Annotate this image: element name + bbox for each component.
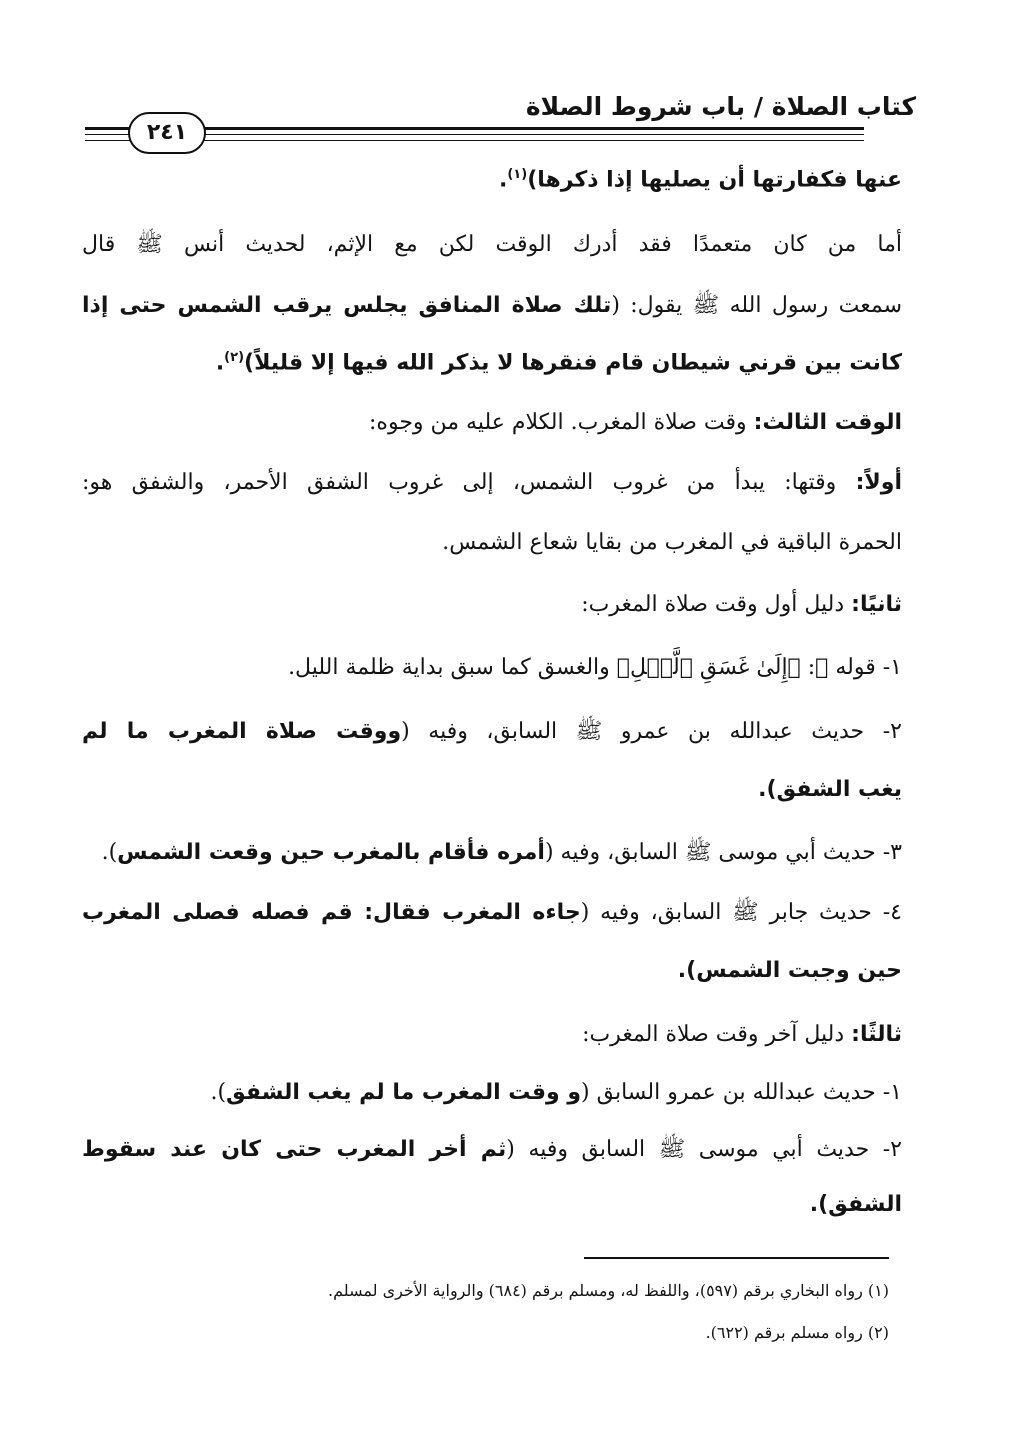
page-number-badge: ٢٤١ <box>128 112 206 154</box>
body-line: سمعت رسول الله ﷺ يقول: (تلك صلاة المنافق يجلس يرقب الشمس حتى إذا <box>82 293 903 318</box>
list-item: ٣- حديث أبي موسى ﷺ السابق، وفيه (أمره فأقام بالمغرب حين وقعت الشمس). <box>101 840 902 865</box>
section-heading: ثالثًا: دليل آخر وقت صلاة المغرب: <box>582 1022 902 1047</box>
footnote-ref: (٢) <box>224 350 245 365</box>
list-item: ١- قوله ﷻ: ﴿إِلَىٰ غَسَقِ ٱلَّيۡلِ﴾ والغسق كما سبق بداية ظلمة الليل. <box>288 655 902 680</box>
body-line: يغب الشفق). <box>758 777 902 802</box>
footnote: (١) رواه البخاري برقم (٥٩٧)، واللفظ له، ومسلم برقم (٦٨٤) والرواية الأخرى لمسلم. <box>328 1281 889 1300</box>
footnote-ref: (١) <box>507 167 528 182</box>
body-line: أما من كان متعمدًا فقد أدرك الوقت لكن مع الإثم، لحديث أنس ﷺ قال <box>82 232 902 257</box>
body-line: حين وجبت الشمس). <box>677 958 902 983</box>
body-line: أولاً: وقتها: يبدأ من غروب الشمس، إلى غروب الشفق الأحمر، والشفق هو: <box>82 470 902 495</box>
list-item: ١- حديث عبدالله بن عمرو السابق (و وقت المغرب ما لم يغب الشفق). <box>210 1080 902 1105</box>
body-line: الحمرة الباقية في المغرب من بقايا شعاع الشمس. <box>442 530 902 555</box>
footnote: (٢) رواه مسلم برقم (٦٢٢). <box>705 1323 889 1342</box>
section-heading: الوقت الثالث: وقت صلاة المغرب. الكلام عليه من وجوه: <box>369 410 902 435</box>
section-heading: ثانيًا: دليل أول وقت صلاة المغرب: <box>581 592 902 617</box>
body-line: الشفق). <box>809 1192 902 1217</box>
list-item: ٤- حديث جابر ﷺ السابق، وفيه (جاءه المغرب فقال: قم فصله فصلى المغرب <box>82 900 902 925</box>
running-header-title: كتاب الصلاة / باب شروط الصلاة <box>525 92 916 121</box>
list-item: ٢- حديث أبي موسى ﷺ السابق وفيه (ثم أخر المغرب حتى كان عند سقوط <box>82 1137 902 1162</box>
body-line: عنها فكفارتها أن يصليها إذا ذكرها)$^{(١)}$. <box>498 167 902 193</box>
list-item: ٢- حديث عبدالله بن عمرو ﷺ السابق، وفيه (ووقت صلاة المغرب ما لم <box>82 719 902 744</box>
footnote-separator <box>584 1257 889 1259</box>
body-line: كانت بين قرني شيطان قام فنقرها لا يذكر الله فيها إلا قليلاً)$^{(٢)}$. <box>215 350 902 376</box>
